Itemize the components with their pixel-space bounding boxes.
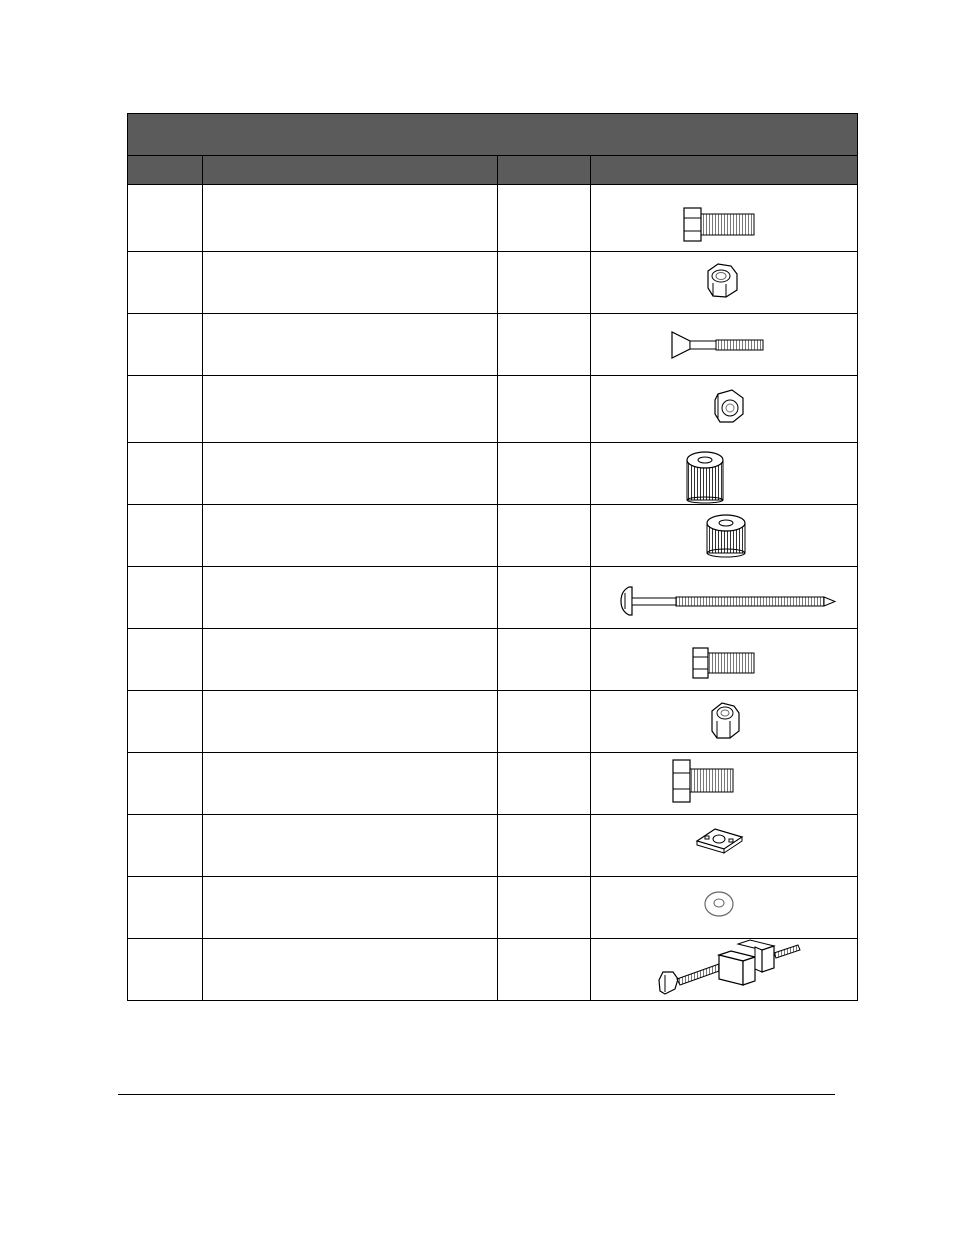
table-row — [128, 877, 858, 939]
table-row — [128, 252, 858, 314]
table-row — [128, 939, 858, 1001]
hardware-table — [127, 113, 858, 1001]
item-cell — [128, 629, 203, 691]
quantity-cell — [498, 691, 591, 753]
description-cell — [203, 443, 498, 505]
quantity-cell — [498, 505, 591, 567]
table-row — [128, 567, 858, 629]
description-cell — [203, 939, 498, 1001]
quantity-cell — [498, 629, 591, 691]
description-cell — [203, 815, 498, 877]
lag-screw-icon — [591, 567, 858, 628]
quantity-cell — [498, 185, 591, 252]
item-cell — [128, 939, 203, 1001]
description-cell — [203, 629, 498, 691]
hex-head-bolt-icon — [591, 629, 858, 690]
table-row — [128, 443, 858, 505]
table-row — [128, 691, 858, 753]
flange-nut-icon — [591, 376, 858, 442]
quantity-cell — [498, 314, 591, 376]
quantity-cell — [498, 939, 591, 1001]
column-header-description — [203, 156, 498, 185]
description-cell — [203, 376, 498, 443]
item-cell — [128, 753, 203, 815]
description-cell — [203, 877, 498, 939]
large-hex-bolt-icon — [591, 753, 858, 814]
table-row — [128, 505, 858, 567]
table-title-row — [128, 114, 858, 156]
table-title — [128, 114, 858, 156]
hex-head-bolt-icon — [591, 185, 858, 251]
quantity-cell — [498, 753, 591, 815]
description-cell — [203, 185, 498, 252]
description-cell — [203, 753, 498, 815]
item-cell — [128, 314, 203, 376]
table-row — [128, 753, 858, 815]
item-cell — [128, 185, 203, 252]
column-header-quantity — [498, 156, 591, 185]
description-cell — [203, 691, 498, 753]
table-row — [128, 629, 858, 691]
item-cell — [128, 505, 203, 567]
item-cell — [128, 376, 203, 443]
quantity-cell — [498, 252, 591, 314]
description-cell — [203, 505, 498, 567]
channel-nut-icon — [591, 815, 858, 876]
bolt-clamp-assembly-icon — [591, 939, 858, 1000]
description-cell — [203, 567, 498, 629]
table-row — [128, 376, 858, 443]
item-cell — [128, 815, 203, 877]
quantity-cell — [498, 877, 591, 939]
flat-head-screw-icon — [591, 314, 858, 375]
quantity-cell — [498, 376, 591, 443]
footer-divider — [118, 1094, 835, 1095]
description-cell — [203, 252, 498, 314]
quantity-cell — [498, 443, 591, 505]
hex-nut-icon — [591, 691, 858, 752]
table-row — [128, 185, 858, 252]
table-row — [128, 815, 858, 877]
column-header-item — [128, 156, 203, 185]
item-cell — [128, 443, 203, 505]
column-header-picture — [591, 156, 858, 185]
flat-washer-icon — [591, 877, 858, 938]
description-cell — [203, 314, 498, 376]
short-knurled-spacer-icon — [591, 505, 858, 566]
quantity-cell — [498, 567, 591, 629]
item-cell — [128, 691, 203, 753]
item-cell — [128, 252, 203, 314]
item-cell — [128, 877, 203, 939]
tall-knurled-spacer-icon — [591, 443, 858, 504]
item-cell — [128, 567, 203, 629]
table-header-row — [128, 156, 858, 185]
hex-nut-icon — [591, 252, 858, 313]
table-row — [128, 314, 858, 376]
quantity-cell — [498, 815, 591, 877]
